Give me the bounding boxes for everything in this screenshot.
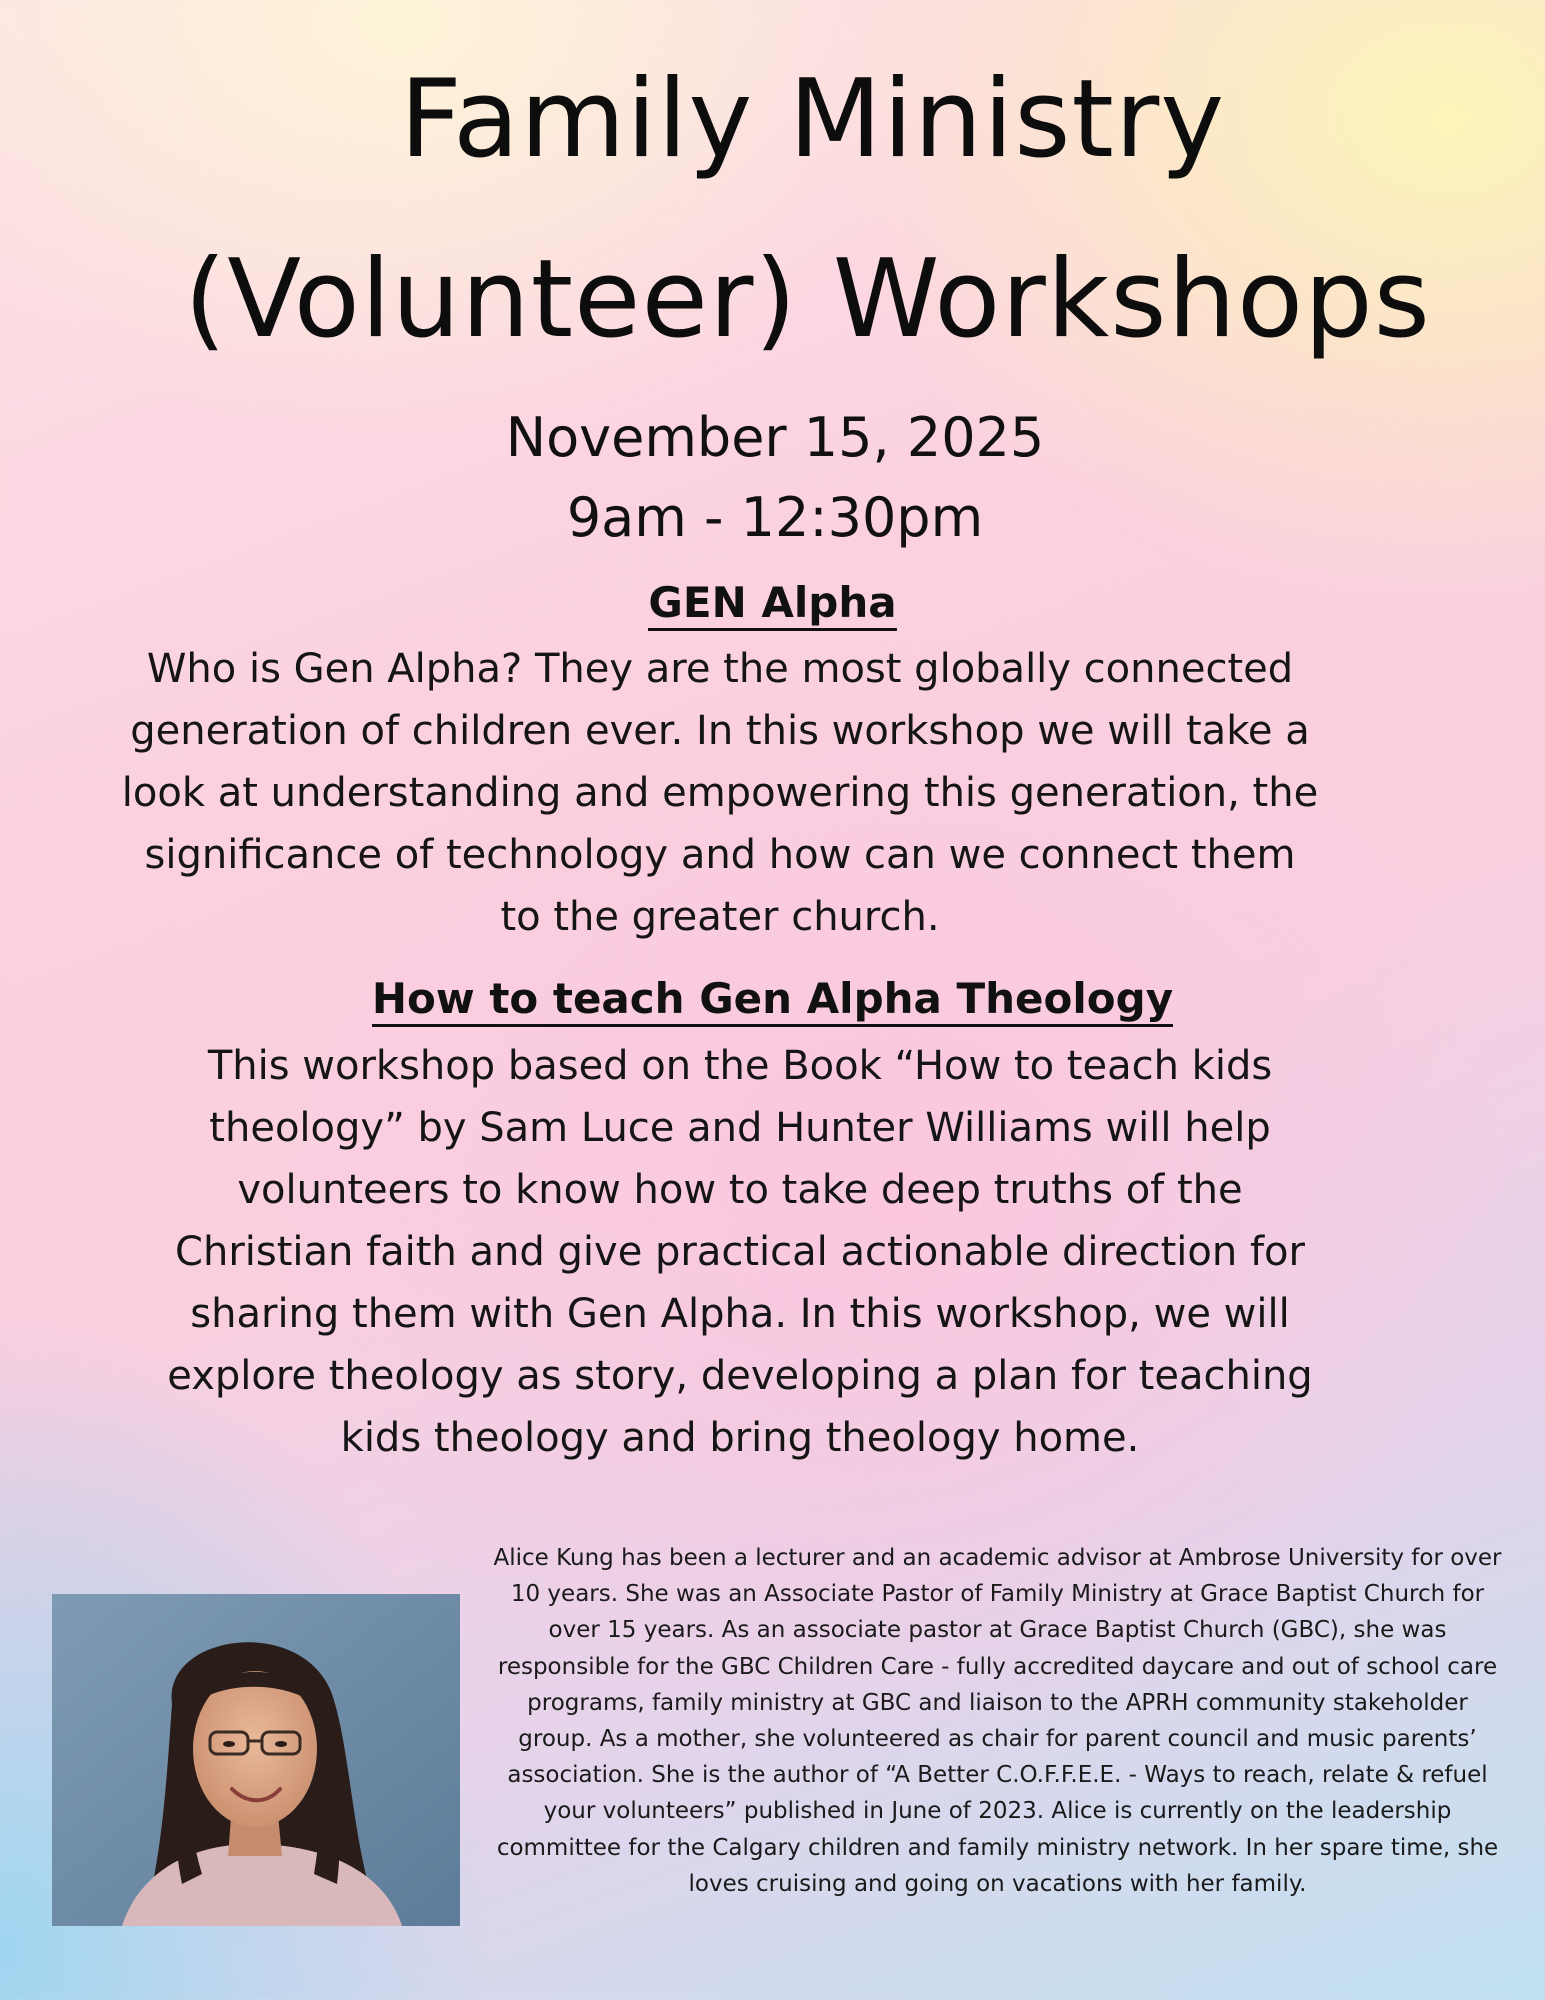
- workshop-2-description: This workshop based on the Book “How to teach kids theology” by Sam Luce and Hunter Williams will help volunteers to know how to take deep truths of the Christian faith and give practical actionable direction for sharing them with Gen Alpha. In this workshop, we will explore theology as story, developing a plan for teaching kids theology and bring theology home.: [167, 1043, 1313, 1461]
- workshop-1-title: GEN Alpha: [648, 582, 896, 631]
- event-date: November 15, 2025: [505, 406, 1045, 469]
- workshop-1-description: Who is Gen Alpha? They are the most globally connected generation of children ever. In this workshop we will take a look at understanding and empowering this generation, the significance of technology and how can we connect them to the greater church.: [121, 646, 1319, 940]
- speaker-photo: [52, 1594, 460, 1926]
- speaker-bio: Alice Kung has been a lecturer and an academic advisor at Ambrose University for over 10 years. She was an Associate Pastor of Family Ministry at Grace Baptist Church for over 15 years. As an associate pastor at Grace Baptist Church (GBC), she was responsible for the GBC Children Care - fully accredited daycare and out of school care programs, family ministry at GBC and liaison to the APRH community stakeholder group. As a mother, she volunteered as chair for parent council and music parents’ association. She is the author of “A Better C.O.F.F.E.E. - Ways to reach, relate & refuel your volunteers” published in June of 2023. Alice is currently on the leadership committee for the Calgary children and family ministry network. In her spare time, she loves cruising and going on vacations with her family.: [493, 1545, 1502, 1897]
- event-time: 9am - 12:30pm: [566, 486, 984, 549]
- flyer-title-line-1: Family Ministry: [399, 57, 1226, 182]
- workshop-1-heading: [0, 578, 1545, 631]
- flyer-title-line-2: (Volunteer) Workshops: [184, 237, 1431, 362]
- workshop-2-heading: [0, 974, 1545, 1027]
- workshop-2-title: How to teach Gen Alpha Theology: [372, 978, 1173, 1027]
- event-date-time: [380, 398, 1170, 558]
